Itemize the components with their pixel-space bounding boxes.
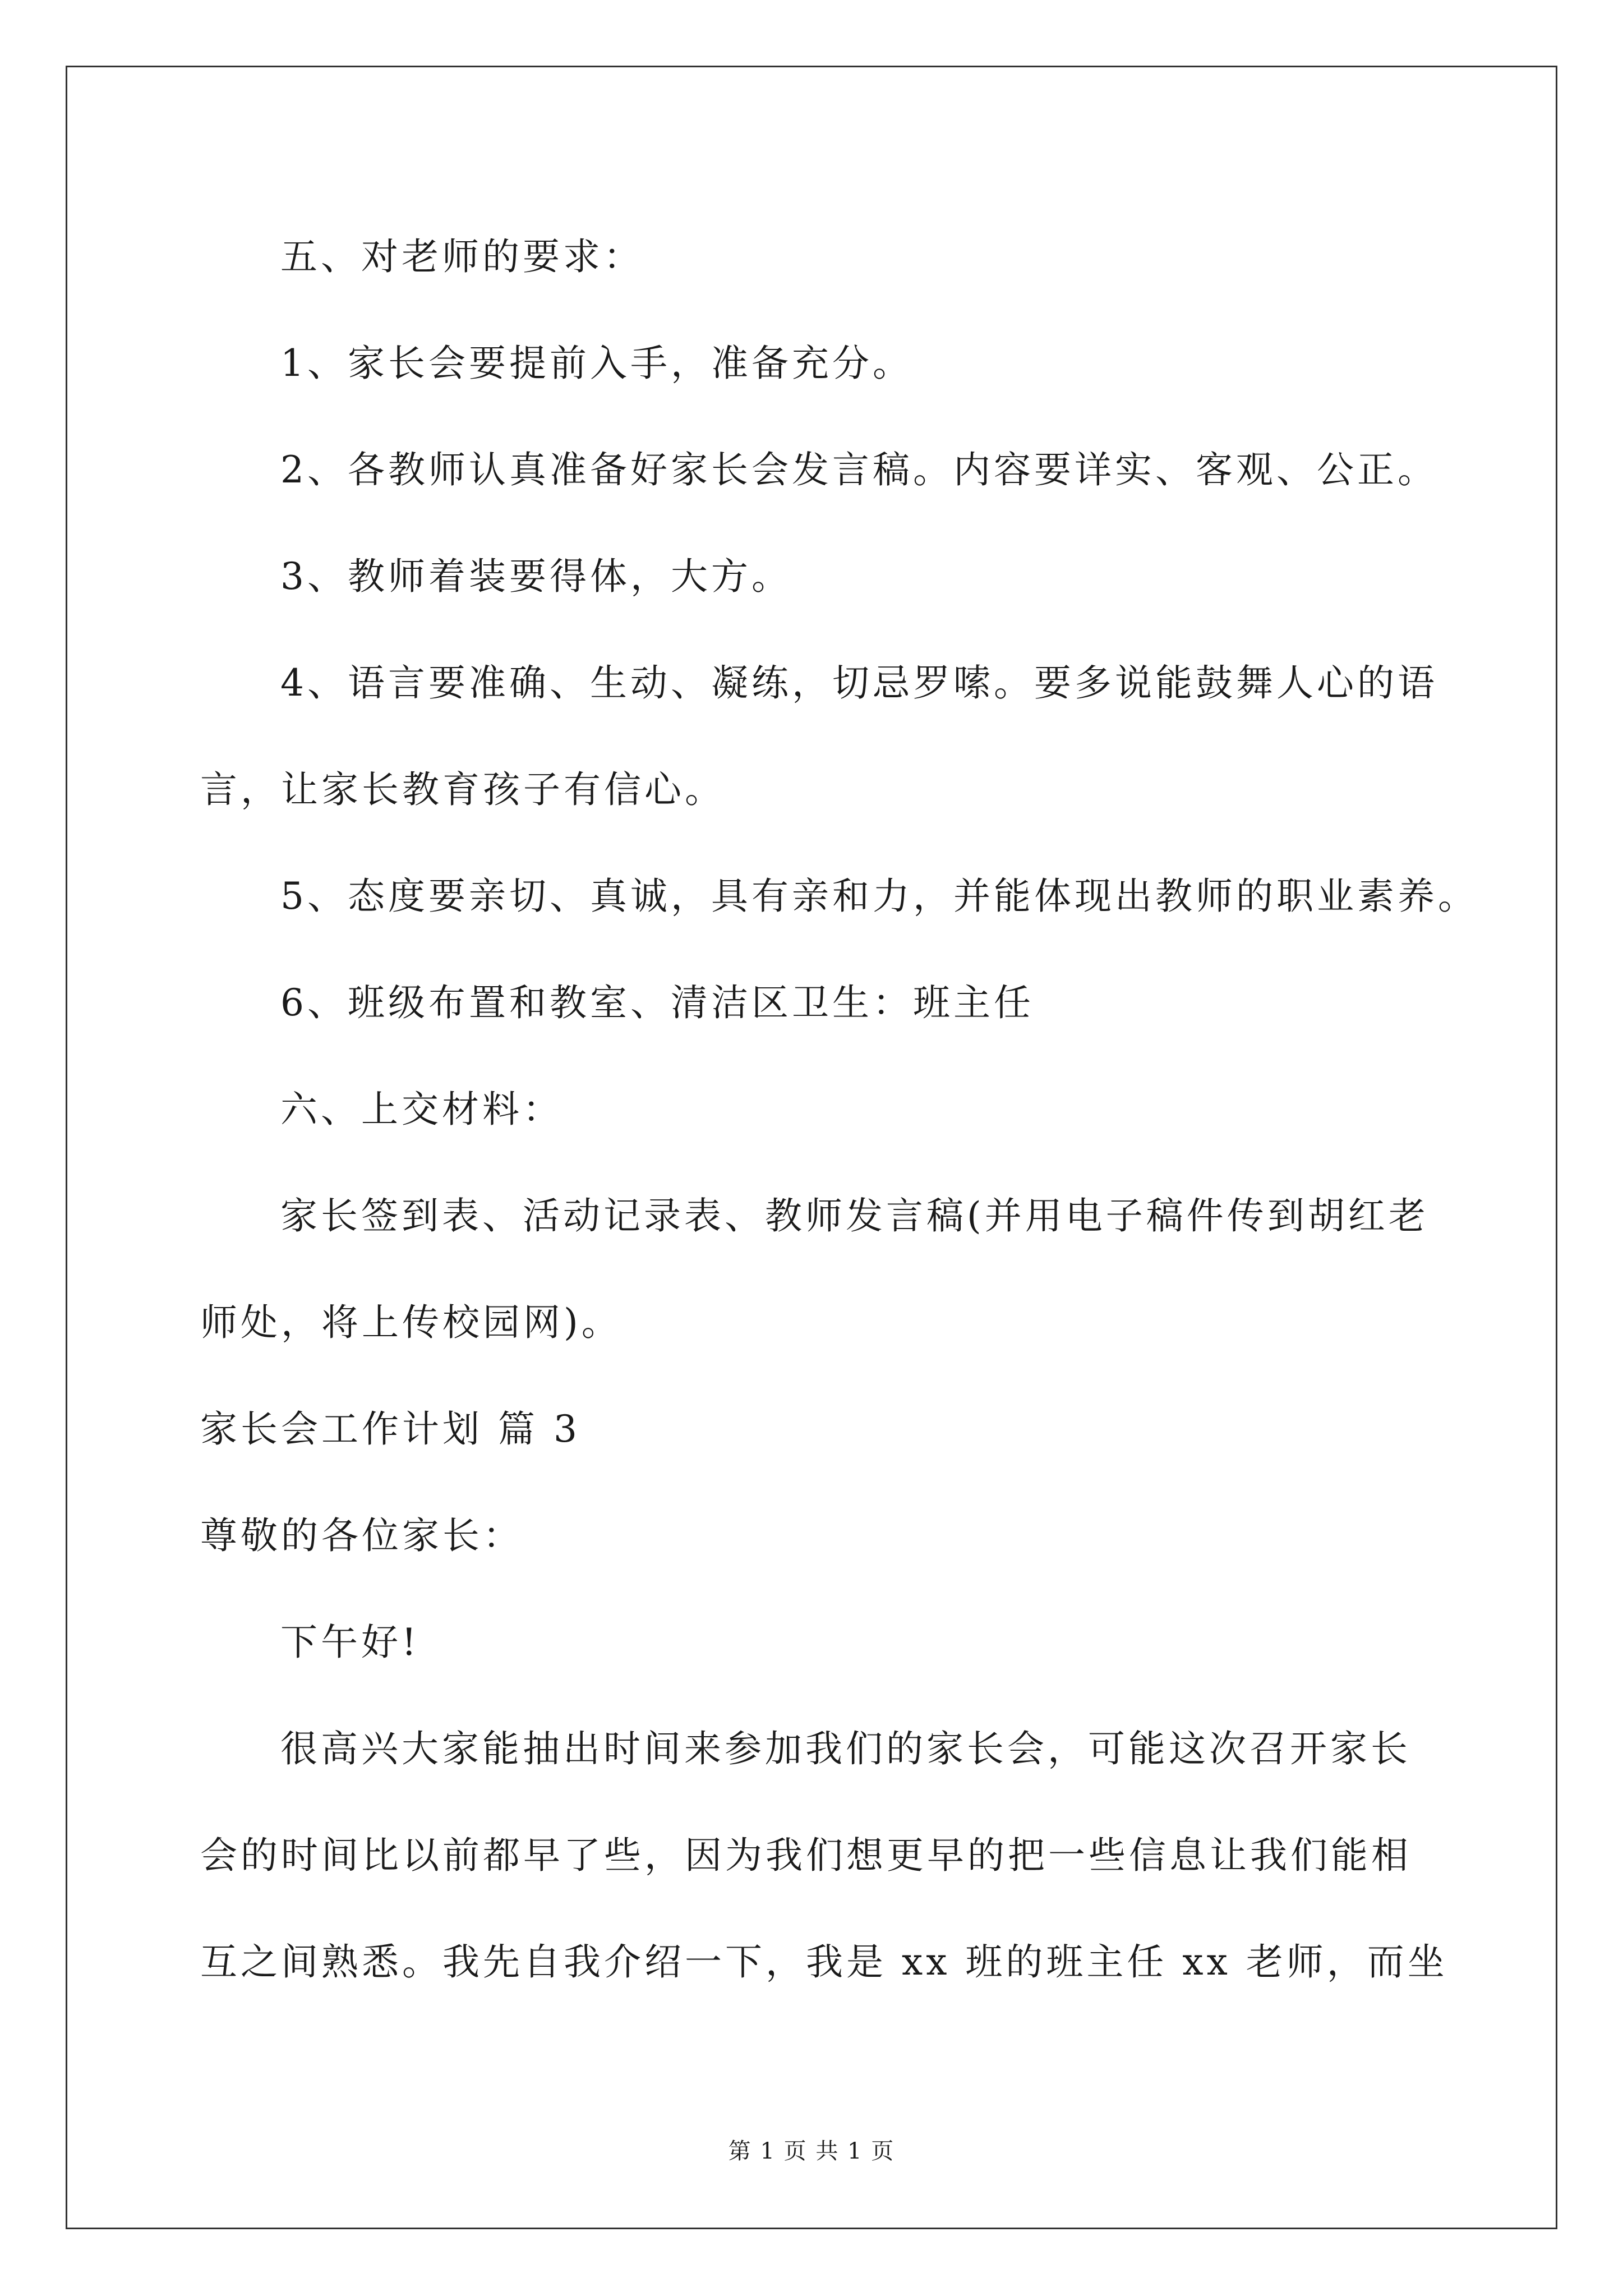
salutation: 尊敬的各位家长： — [200, 1514, 523, 1557]
article-title: 家长会工作计划 篇 3 — [200, 1407, 580, 1451]
paragraph-line: 3、教师着装要得体，大方。 — [280, 555, 792, 598]
paragraph-line: 6、班级布置和教室、清洁区卫生：班主任 — [280, 981, 1034, 1024]
paragraph-line: 1、家长会要提前入手，准备充分。 — [280, 342, 913, 385]
section-heading-materials: 六、上交材料： — [280, 1088, 563, 1131]
paragraph-line: 2、各教师认真准备好家长会发言稿。内容要详实、客观、公正。 — [280, 448, 1438, 491]
paragraph-line: 互之间熟悉。我先自我介绍一下，我是 xx 班的班主任 xx 老师，而坐 — [200, 1940, 1448, 1984]
section-heading-teacher-requirements: 五、对老师的要求： — [280, 235, 644, 278]
greeting: 下午好! — [280, 1621, 420, 1664]
paragraph-line: 言，让家长教育孩子有信心。 — [200, 768, 725, 811]
paragraph-line: 师处，将上传校园网)。 — [200, 1301, 622, 1344]
paragraph-line: 4、语言要准确、生动、凝练，切忌罗嗦。要多说能鼓舞人心的语 — [280, 661, 1438, 705]
page-border — [66, 66, 1557, 2229]
paragraph-line: 很高兴大家能抽出时间来参加我们的家长会，可能这次召开家长 — [280, 1727, 1411, 1770]
page-number-footer: 第 1 页 共 1 页 — [728, 2138, 895, 2164]
paragraph-line: 家长签到表、活动记录表、教师发言稿(并用电子稿件传到胡红老 — [280, 1194, 1429, 1237]
paragraph-line: 5、态度要亲切、真诚，具有亲和力，并能体现出教师的职业素养。 — [280, 875, 1478, 918]
paragraph-line: 会的时间比以前都早了些，因为我们想更早的把一些信息让我们能相 — [200, 1834, 1412, 1877]
